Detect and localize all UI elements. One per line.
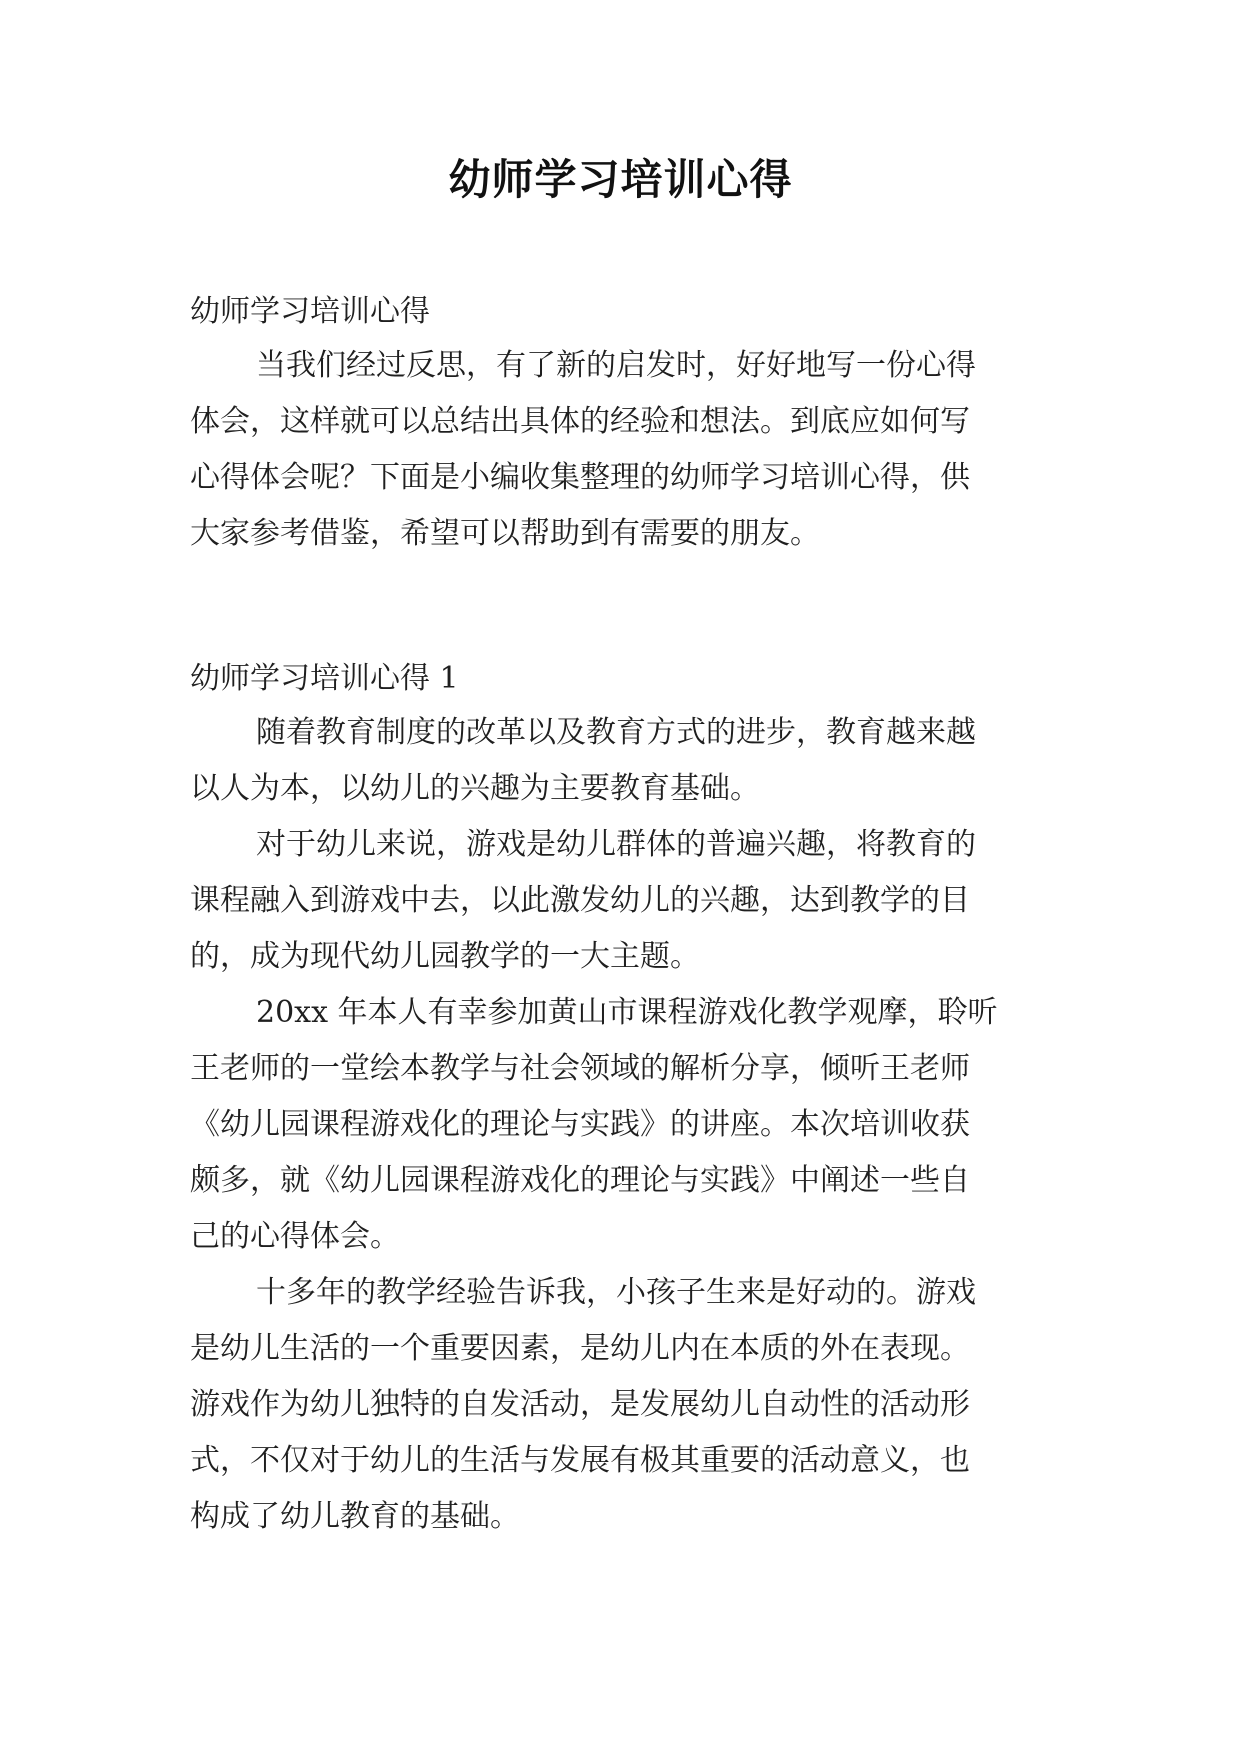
paragraph-line: 是幼儿生活的一个重要因素，是幼儿内在本质的外在表现。: [190, 1331, 970, 1366]
paragraph-line: 式，不仅对于幼儿的生活与发展有极其重要的活动意义，也: [190, 1443, 970, 1478]
paragraph-line: 随着教育制度的改革以及教育方式的进步，教育越来越: [256, 715, 976, 750]
paragraph-line: 王老师的一堂绘本教学与社会领域的解析分享，倾听王老师: [190, 1051, 970, 1086]
paragraph-line: 《幼儿园课程游戏化的理论与实践》的讲座。本次培训收获: [190, 1107, 970, 1142]
intro-line: 体会，这样就可以总结出具体的经验和想法。到底应如何写: [190, 404, 970, 439]
paragraph-line: 以人为本，以幼儿的兴趣为主要教育基础。: [190, 771, 760, 806]
paragraph-line: 十多年的教学经验告诉我，小孩子生来是好动的。游戏: [256, 1275, 976, 1310]
intro-line: 大家参考借鉴，希望可以帮助到有需要的朋友。: [190, 516, 820, 551]
paragraph-line: 20xx 年本人有幸参加黄山市课程游戏化教学观摩，聆听: [256, 995, 998, 1030]
intro-line: 当我们经过反思，有了新的启发时，好好地写一份心得: [256, 348, 976, 383]
paragraph-line: 课程融入到游戏中去，以此激发幼儿的兴趣，达到教学的目: [190, 883, 970, 918]
intro-line: 心得体会呢？下面是小编收集整理的幼师学习培训心得，供: [190, 460, 970, 495]
paragraph-line: 对于幼儿来说，游戏是幼儿群体的普遍兴趣，将教育的: [256, 827, 976, 862]
paragraph-line: 游戏作为幼儿独特的自发活动，是发展幼儿自动性的活动形: [190, 1387, 970, 1422]
paragraph-line: 己的心得体会。: [190, 1219, 400, 1254]
paragraph-line: 的，成为现代幼儿园教学的一大主题。: [190, 939, 700, 974]
section-heading: 幼师学习培训心得 1: [190, 661, 459, 696]
paragraph-line: 颇多，就《幼儿园课程游戏化的理论与实践》中阐述一些自: [190, 1163, 970, 1198]
document-subtitle: 幼师学习培训心得: [190, 294, 430, 329]
paragraph-line: 构成了幼儿教育的基础。: [190, 1499, 520, 1534]
document-title: 幼师学习培训心得: [448, 155, 793, 204]
